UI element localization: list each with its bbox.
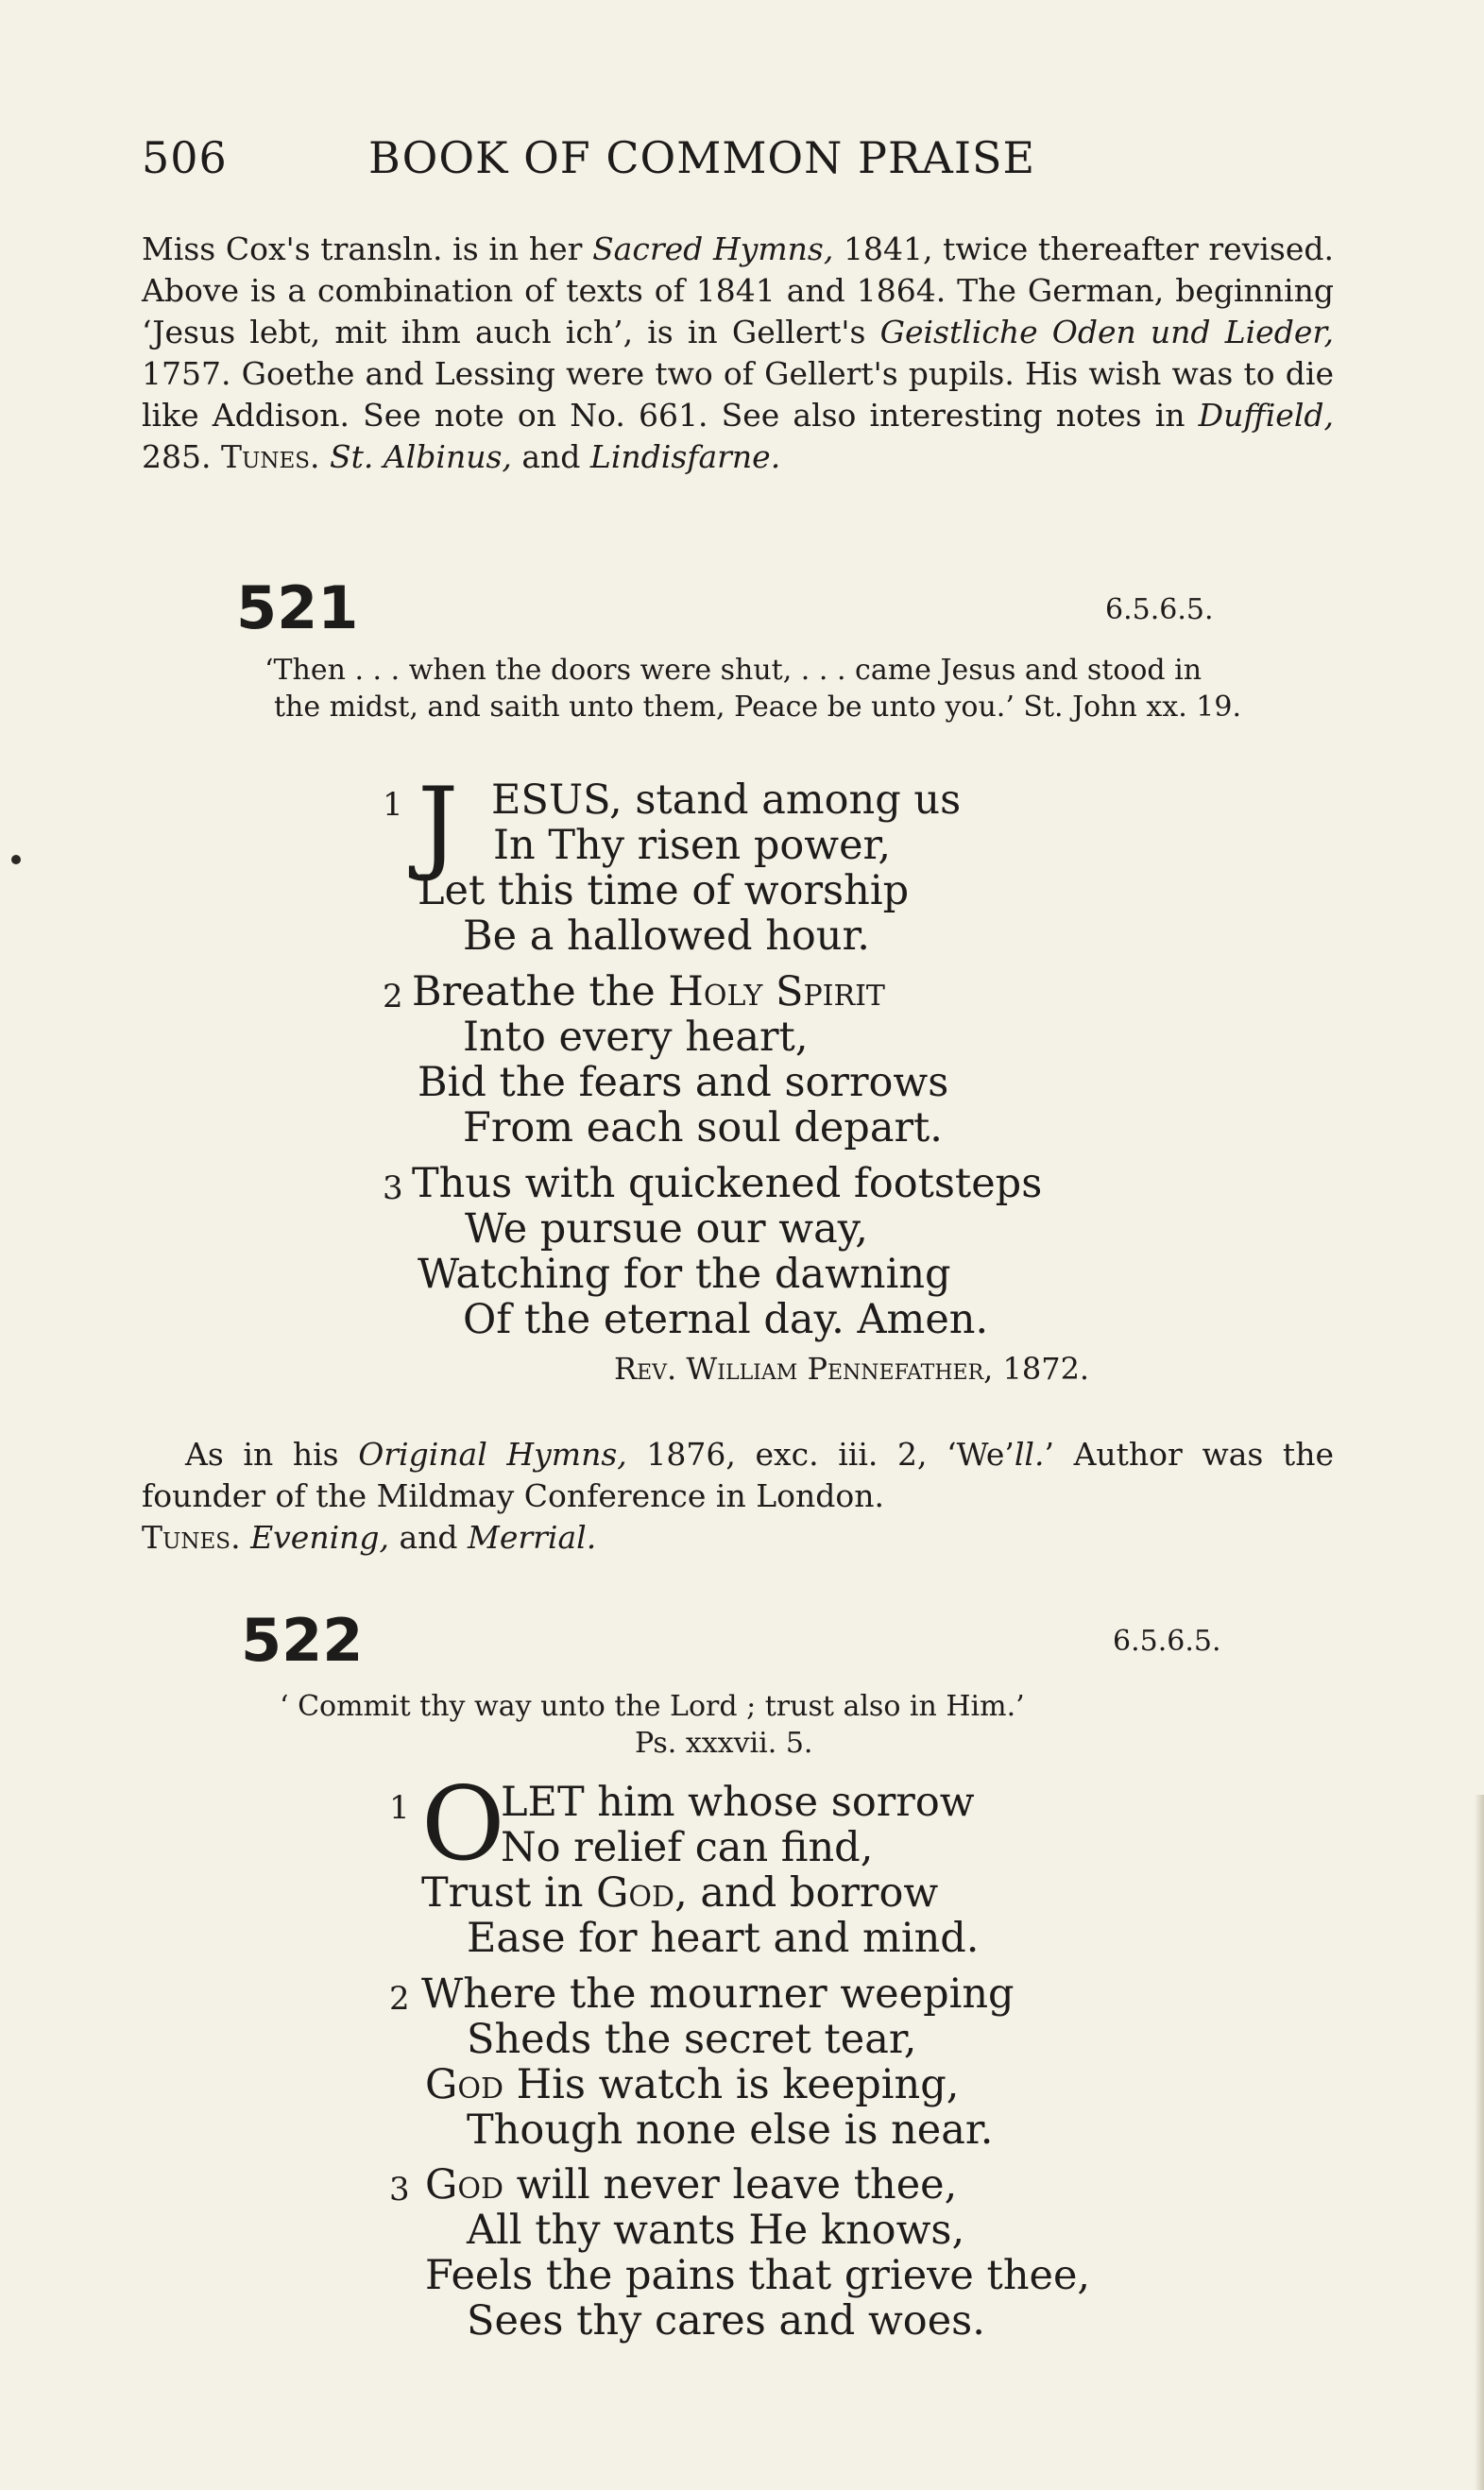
- hymn-line: All thy wants He knows,: [467, 2207, 965, 2254]
- hymn-text: will never leave thee,: [503, 2161, 958, 2209]
- tunes-label: Tunes.: [142, 1519, 241, 1556]
- hymn-line: Where the mourner weeping: [421, 1970, 1015, 2018]
- mid-note: [142, 1434, 1334, 1559]
- epigraph-522-reference: Ps. xxxvii. 5.: [635, 1727, 813, 1760]
- hymn-line: Though none else is near.: [467, 2106, 994, 2154]
- note-text: 1841, twice thereafter revised. Above is a combination of texts of 1841 and 1864. The German, beginning ‘Jesus lebt, mit ihm auch ich’, is in Gellert's: [142, 230, 1334, 350]
- note-italic: Geistliche Oden und Lieder,: [879, 314, 1334, 350]
- note-text: and: [511, 438, 590, 475]
- hymn-line: [425, 2161, 957, 2209]
- hymn-text: His watch is keeping,: [503, 2061, 960, 2108]
- tune-name: St. Albinus,: [330, 438, 512, 475]
- tune-name: Evening,: [250, 1519, 389, 1556]
- hymn-line: No relief can find,: [501, 1824, 874, 1871]
- note-text: 1757. Goethe and Lessing were two of Gellert's pupils. His wish was to die like Addison. See note on No. 661. See also interesting notes in: [142, 355, 1334, 434]
- drop-cap: J: [418, 766, 459, 884]
- note-italic: ll.: [1014, 1436, 1045, 1473]
- verse-number: 2: [383, 978, 403, 1015]
- drop-cap: O: [421, 1765, 505, 1884]
- note-text: Miss Cox's transln. is in her: [142, 230, 593, 267]
- hymn-number-521: 521: [236, 573, 359, 642]
- intro-note: [142, 229, 1334, 478]
- hymn-line: Ease for heart and mind.: [467, 1915, 980, 1962]
- hymn-line: From each soul depart.: [463, 1104, 943, 1151]
- hymn-text: Trust in: [421, 1869, 597, 1917]
- hymn-line: [412, 968, 885, 1015]
- hymn-line: In Thy risen power,: [493, 822, 892, 869]
- epigraph-522: ‘ Commit thy way unto the Lord ; trust also in Him.’: [280, 1690, 1025, 1723]
- holy-spirit-smallcaps: Holy Spirit: [668, 968, 885, 1015]
- author-year: 1872.: [993, 1351, 1090, 1387]
- hymn-line: Of the eternal day. Amen.: [463, 1296, 989, 1343]
- god-smallcaps: God: [425, 2061, 503, 2108]
- note-italic: Sacred Hymns,: [592, 230, 834, 267]
- hymn-meter-521: 6.5.6.5.: [1105, 593, 1214, 626]
- hymn-line: Sheds the secret tear,: [467, 2016, 917, 2063]
- hymn-line: Be a hallowed hour.: [463, 912, 870, 960]
- hymn-line: Thus with quickened footsteps: [412, 1160, 1043, 1207]
- note-italic: Duffield,: [1198, 397, 1334, 434]
- epigraph-521: ‘Then . . . when the doors were shut, . . . came Jesus and stood in the midst, and saith unto them, Peace be unto you.’ St. John xx. 19.: [264, 654, 1241, 724]
- note-text: ’ Author was the founder of the Mildmay Conference in London.: [142, 1436, 1334, 1514]
- hymn-line: Into every heart,: [463, 1014, 809, 1061]
- hymn-line: Bid the fears and sorrows: [418, 1059, 949, 1106]
- hymn-line: [421, 1869, 938, 1917]
- hymn-text: , and borrow: [674, 1869, 939, 1917]
- hymn-line: Feels the pains that grieve thee,: [425, 2252, 1091, 2299]
- hymn-line: ESUS, stand among us: [491, 776, 962, 824]
- verse-number: 2: [389, 1980, 410, 2018]
- tunes-label: Tunes.: [220, 438, 320, 475]
- verse-number: 3: [383, 1169, 403, 1207]
- verse-number: 1: [389, 1789, 410, 1827]
- hymn-number-522: 522: [241, 1606, 364, 1675]
- author-name: Rev. William Pennefather,: [614, 1351, 994, 1387]
- page-speck: [11, 855, 21, 864]
- hymn-line: Sees thy cares and woes.: [467, 2297, 985, 2345]
- page-edge-shadow: [1475, 1795, 1484, 2490]
- hymn-meter-522: 6.5.6.5.: [1113, 1625, 1221, 1658]
- god-smallcaps: God: [596, 1869, 675, 1917]
- note-text: 285.: [142, 438, 221, 475]
- hymn-line: Watching for the dawning: [418, 1251, 951, 1298]
- tune-name: Lindisfarne.: [589, 438, 781, 475]
- hymn-line: We pursue our way,: [465, 1205, 868, 1253]
- running-header: [142, 132, 1035, 183]
- hymn-line: [425, 2061, 959, 2108]
- hymn-text: Breathe the: [412, 968, 669, 1015]
- page-number: 506: [142, 132, 228, 183]
- god-smallcaps: God: [425, 2161, 503, 2209]
- verse-number: 1: [383, 786, 403, 824]
- hymn-line: LET him whose sorrow: [501, 1779, 975, 1826]
- hymn-author-521: [614, 1351, 1089, 1387]
- hymn-line: Let this time of worship: [418, 867, 910, 914]
- note-text: 1876, exc. iii. 2, ‘We’: [626, 1436, 1015, 1473]
- note-italic: Original Hymns,: [358, 1436, 627, 1473]
- note-text: and: [389, 1519, 469, 1556]
- tune-name: Merrial.: [468, 1519, 597, 1556]
- verse-number: 3: [389, 2171, 410, 2209]
- note-text: As in his: [185, 1436, 359, 1473]
- book-title: BOOK OF COMMON PRAISE: [368, 132, 1036, 183]
